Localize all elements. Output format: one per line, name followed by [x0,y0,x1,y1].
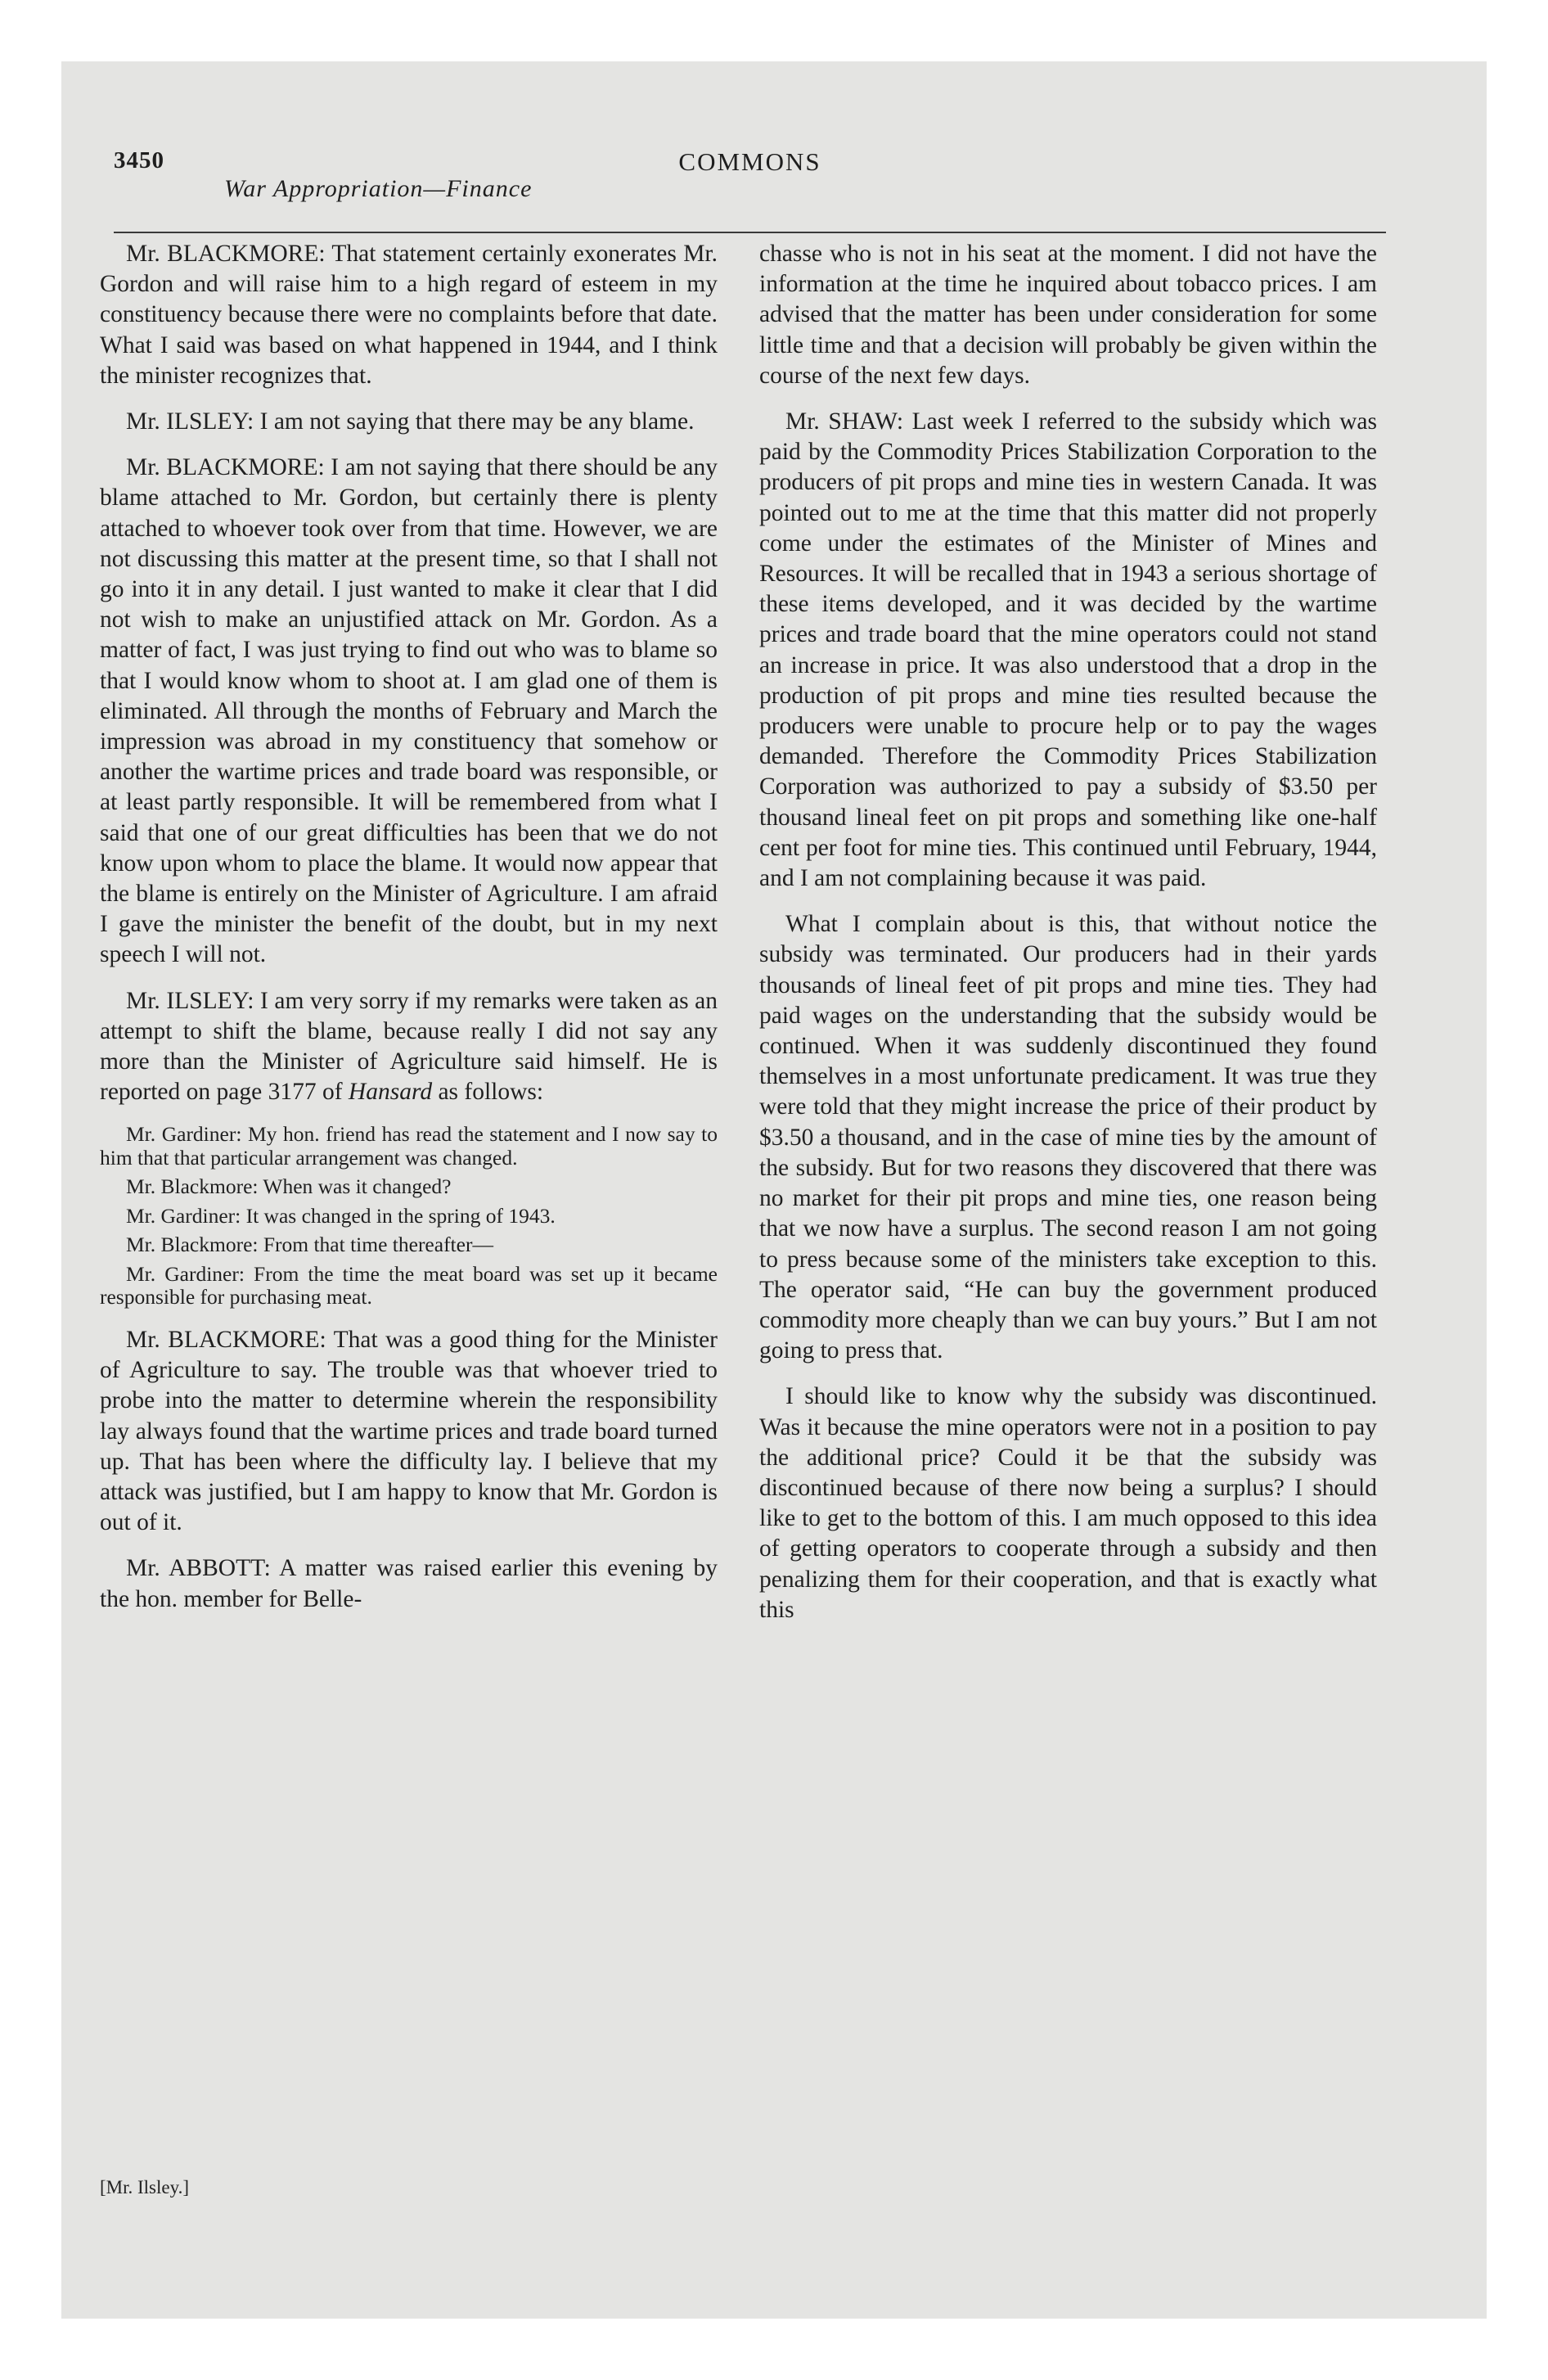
right-column [759,239,1377,1641]
running-head: COMMONS [678,147,821,176]
paragraph-text: Mr. ILSLEY: I am very sorry if my remarks were taken as an attempt to shift the blame, because really I did not say any more than the Minister of Agriculture said himself. He is reported on page 3177 of [100,987,718,1106]
left-column [100,239,718,1630]
paragraph: Mr. ILSLEY: I am not saying that there may be any blame. [126,408,695,435]
paragraph: Mr. BLACKMORE: I am not saying that there should be any blame attached to Mr. Gordon, but certainly there is plenty attached to whoever took over from that time. However, we are not discussing this matter at the present time, so that I shall not go into it in any detail. I just wanted to make it clear that I did not wish to make an unjustified attack on Mr. Gordon. As a matter of fact, I was just trying to find out who was to blame so that I would know whom to shoot at. I am glad one of them is eliminated. All through the months of February and March the impression was abroad in my constituency that somehow or another the wartime prices and trade board was responsible, or at least partly responsible. It will be remembered from what I said that one of our great difficulties has been that we do not know upon whom to place the blame. It would now appear that the blame is entirely on the Minister of Agriculture. I am afraid I gave the minister the benefit of the doubt, but in my next speech I will not. [100,454,718,968]
paragraph: chasse who is not in his seat at the moment. I did not have the information at the time he inquired about tobacco prices. I am advised that the matter has been under consideration for some little time and that a decision will probably be given within the course of the next few days. [759,241,1377,389]
quote-line: Mr. Gardiner: From the time the meat board was set up it became responsible for purchasing meat. [100,1261,718,1309]
paragraph: Mr. BLACKMORE: That statement certainly exonerates Mr. Gordon and will raise him to a high regard of esteem in my constituency because there were no complaints before that date. What I said was based on what happened in 1944, and I think the minister recognizes that. [100,241,718,389]
quote-line: Mr. Gardiner: It was changed in the spring of 1943. [126,1203,556,1228]
paragraph: Mr. ABBOTT: A matter was raised earlier this evening by the hon. member for Belle- [100,1555,718,1612]
page-number: 3450 [114,147,164,174]
quote-line: Mr. Gardiner: My hon. friend has read the statement and I now say to him that that particular arrangement was changed. [100,1122,718,1170]
quote-line: Mr. Blackmore: When was it changed? [126,1174,452,1199]
paragraph: I should like to know why the subsidy was discontinued. Was it because the mine operators were not in a position to pay the additional price? Could it be that the subsidy was discontinued because of there now being a surplus? I should like to get to the bottom of this. I am much opposed to this idea of getting operators to cooperate through a subsidy and then penalizing them for their cooperation, and that is exactly what this [759,1383,1377,1623]
quoted-exchange [100,1123,718,1309]
paragraph: What I complain about is this, that without notice the subsidy was terminated. Our producers had in their yards thousands of lineal feet of pit props and mine ties. They had paid wages on the understanding that the subsidy would be continued. When it was suddenly discontinued they found themselves in a most unfortunate predicament. It was true they were told that they might increase the price of their product by $3.50 a thousand, and in the case of mine ties by the amount of the subsidy. But for two reasons they discovered that there was no market for their pit props and mine ties, one reason being that we now have a surplus. The second reason I am not going to press because some of the ministers take exception to this. The operator said, “He can buy the government produced commodity more cheaply than we can buy yours.” But I am not going to press that. [759,911,1377,1364]
paragraph: Mr. BLACKMORE: That was a good thing for the Minister of Agriculture to say. The trouble was that whoever tried to probe into the matter to determine wherein the responsibility lay always found that the wartime prices and trade board turned up. That has been where the difficulty lay. I believe that my attack was justified, but I am happy to know that Mr. Gordon is out of it. [100,1326,718,1536]
paragraph-text-end: as follows: [432,1079,544,1106]
section-title: War Appropriation—Finance [224,175,533,202]
page-header [114,139,1386,237]
quote-line: Mr. Blackmore: From that time thereafter— [126,1233,493,1257]
paragraph-with-citation [100,986,718,1108]
page-footnote: [Mr. Ilsley.] [100,2177,190,2197]
paragraph: Mr. SHAW: Last week I referred to the subsidy which was paid by the Commodity Prices Stabilization Corporation to the producers of pit props and mine ties in western Canada. It was pointed out to me at the time that this matter did not properly come under the estimates of the Minister of Mines and Resources. It will be recalled that in 1943 a serious shortage of these items developed, and it was decided by the wartime prices and trade board that the mine operators could not stand an increase in price. It was also understood that a drop in the production of pit props and mine ties resulted because the producers were unable to procure help or to pay the wages demanded. Therefore the Commodity Prices Stabilization Corporation was authorized to pay a subsidy of $3.50 per thousand lineal feet on pit props and something like one-half cent per foot for mine ties. This continued until February, 1944, and I am not complaining because it was paid. [759,408,1377,892]
header-rule [114,232,1386,233]
hansard-citation: Hansard [348,1079,433,1106]
